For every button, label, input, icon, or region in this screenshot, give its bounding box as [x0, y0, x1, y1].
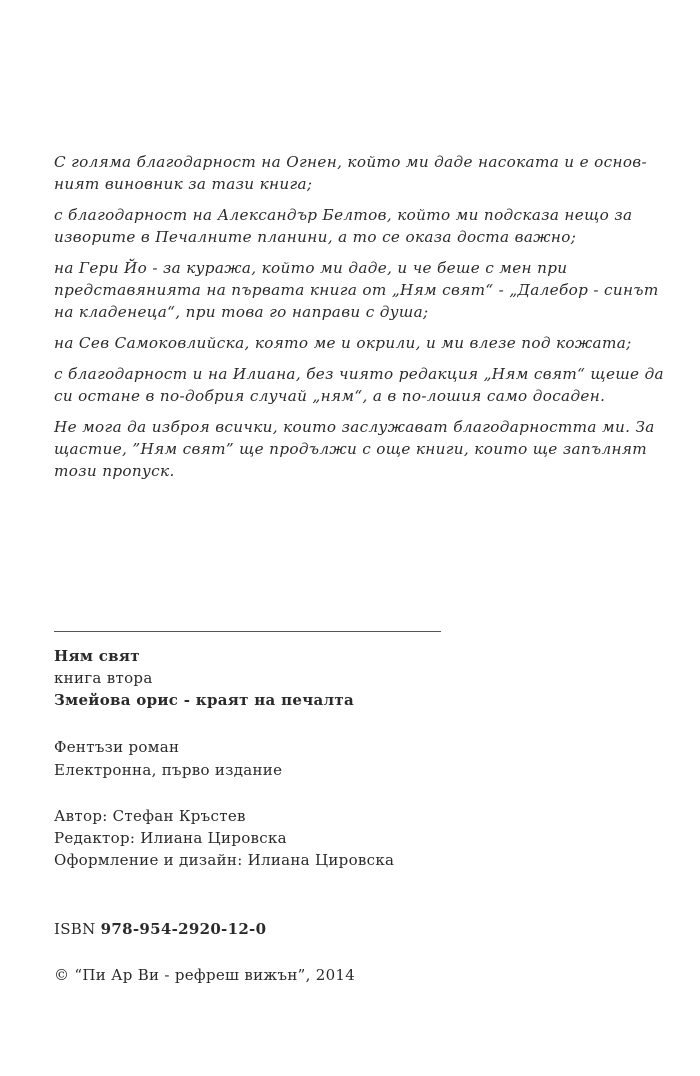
design-label: Оформление и дизайн: Илиана Цировска: [54, 851, 395, 869]
volume-label: книга втора: [54, 669, 153, 687]
imprint-isbn: [54, 918, 634, 940]
ack-5a: с благодарност и на Илиана, без чиято редакция „Ням свят“ щеше да: [54, 365, 664, 383]
genre-label: Фентъзи роман: [54, 738, 180, 756]
ack-3a: на Гери Йо - за куража, който ми даде, и че беше с мен при: [54, 259, 568, 277]
imprint-genre: [54, 736, 634, 758]
imprint-series: [54, 645, 634, 667]
ack-6b: щастие, ”Ням свят” ще продължи с още книги, които ще запълнят: [54, 440, 647, 458]
acknowledgements-block: [54, 151, 664, 491]
ack-2a: с благодарност на Александър Белтов, който ми подсказа нещо за: [54, 206, 633, 224]
ack-2b: изворите в Печалните планини, а то се оказа доста важно;: [54, 228, 577, 246]
imprint-editor: [54, 827, 634, 849]
ack-3c: на кладенеца“, при това го направи с душа;: [54, 303, 429, 321]
book-title: Змейова орис - краят на печалта: [54, 691, 354, 709]
series-title: Ням свят: [54, 647, 140, 665]
ack-6a: Не мога да изброя всички, които заслужават благодарността ми. За: [54, 418, 655, 436]
copyright-line: © “Пи Ар Ви - рефреш вижън”, 2014: [54, 966, 356, 984]
ack-3b: представянията на първата книга от „Ням свят“ - „Далебор - синът: [54, 281, 659, 299]
imprint-author: [54, 805, 634, 827]
isbn-number: 978-954-2920-12-0: [100, 920, 267, 938]
author-label: Автор: Стефан Кръстев: [54, 807, 246, 825]
divider-rule: [54, 631, 441, 632]
ack-line-1: [54, 151, 647, 195]
ack-line-5: [54, 363, 664, 407]
imprint-copyright: [54, 964, 634, 986]
ack-line-6: [54, 416, 655, 482]
ack-line-3: [54, 257, 659, 323]
ack-1a: С голяма благодарност на Огнен, който ми даде насоката и е основ-: [54, 153, 647, 171]
edition-label: Електронна, първо издание: [54, 761, 283, 779]
imprint-design: [54, 849, 634, 871]
imprint-volume: [54, 667, 634, 689]
imprint-edition: [54, 759, 634, 781]
ack-1b: ният виновник за тази книга;: [54, 175, 313, 193]
isbn-label: ISBN: [54, 920, 96, 938]
ack-5b: си остане в по-добрия случай „ням“, а в по-лошия само досаден.: [54, 387, 606, 405]
ack-line-2: [54, 204, 633, 248]
ack-4a: на Сев Самоковлийска, която ме и окрили, и ми влезе под кожата;: [54, 334, 632, 352]
editor-label: Редактор: Илиана Цировска: [54, 829, 287, 847]
ack-line-4: [54, 332, 632, 354]
ack-6c: този пропуск.: [54, 462, 175, 480]
imprint-title: [54, 689, 634, 711]
